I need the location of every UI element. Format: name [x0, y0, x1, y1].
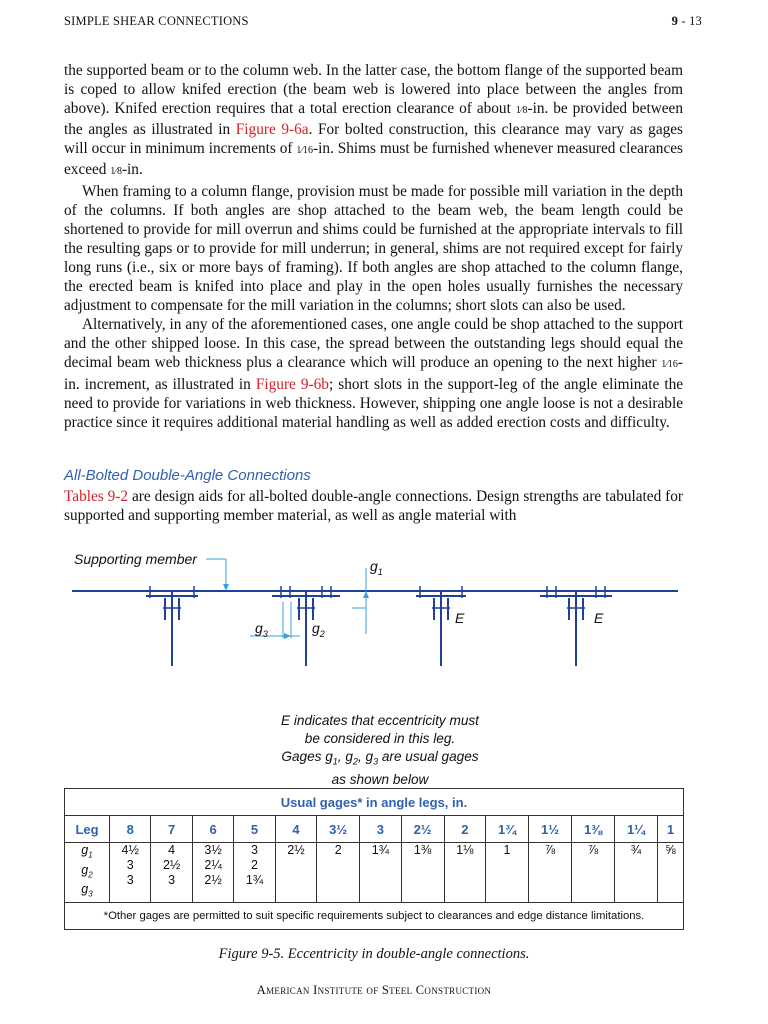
section-text-body: are design aids for all-bolted double-angle connections. Design strengths are tabulated for supported and supporting member material, as well as angle material with: [64, 488, 683, 525]
arrowhead: [284, 633, 291, 639]
gage-value: 2: [334, 843, 342, 857]
gage-value: 4½: [121, 843, 139, 857]
leg-size-header: 7: [151, 816, 192, 843]
gage-value: 2½: [204, 873, 222, 887]
gage-values-cell: [572, 843, 615, 903]
gage-value: 2: [251, 858, 258, 872]
gage-values-cell: [192, 843, 233, 903]
body-text: [64, 61, 683, 432]
usual-gages-table: [64, 788, 684, 930]
leg-size-header: 1½: [529, 816, 572, 843]
fraction: 1⁄16: [296, 145, 313, 157]
gage-value: ¾: [630, 843, 642, 857]
leg-size-header: 2: [444, 816, 485, 843]
gage-values-cell: [657, 843, 683, 903]
gage-values-cell: [614, 843, 657, 903]
gage-values-cell: [401, 843, 444, 903]
leg-size-header: 6: [192, 816, 233, 843]
gage-values-cell: [234, 843, 275, 903]
leg-size-header: 5: [234, 816, 275, 843]
gage-value: 3: [168, 873, 176, 887]
figure-9-6b-link[interactable]: Figure 9-6b: [255, 375, 329, 393]
page-footer: American Institute of Steel Construction: [256, 983, 492, 997]
running-header-title: SIMPLE SHEAR CONNECTIONS: [64, 14, 249, 28]
page-number-value: 13: [689, 14, 702, 28]
gage-value: 2¼: [204, 858, 222, 872]
gage-value: 1: [503, 843, 511, 857]
fraction: 1⁄8: [110, 166, 122, 178]
note-line-3: Gages $g_1$, $g_2$, $g_3$ are usual gages: [281, 749, 479, 767]
page-number: [640, 14, 702, 29]
gage-value: 1⅜: [413, 843, 432, 857]
leg-size-header: 1⅜: [572, 816, 615, 843]
gage-value: ⅝: [665, 843, 676, 857]
gage-values-cell: [529, 843, 572, 903]
table-values-row: [65, 843, 684, 903]
leg-size-header: 8: [110, 816, 151, 843]
gage-value: 4: [168, 843, 176, 857]
gage-values-cell: [275, 843, 316, 903]
gage-value: 3: [126, 858, 134, 872]
chapter-number: 9: [671, 14, 679, 28]
leg-size-header: 1¾: [486, 816, 529, 843]
paragraph-2: When framing to a column flange, provision must be made for possible mill variation in the depth of the columns. If both angles are shop attached to the beam web, the beam length could be shortened to provide for mill overrun and shims could be furnished at the appropriate intervals to fill the resulting gaps or to provide for mill underrun; in general, shims are not required except for fairly long runs (i.e., six or more bays of framing). If both angles are shop attached to the column flange, the erected beam is knifed into place and play in the open holes usually furnishes the necessary adjustment to compensate for the mill variation in the columns; short slots can also be used.: [64, 182, 683, 315]
g1-label: $g_1$: [370, 558, 383, 577]
leg-size-header: 4: [275, 816, 316, 843]
gage-value: 3½: [204, 843, 222, 857]
leg-size-header: 1¼: [614, 816, 657, 843]
p3-text-a: Alternatively, in any of the aforementioned cases, one angle could be shop attached to the support and the other shipped loose. In this case, the spread between the outstanding legs should equal the decimal beam web thickness plus a clearance which will produce an opening to the next higher: [64, 316, 683, 372]
p1-text-a: the supported beam or to the column web. In the latter case, the bottom flange of the supported beam is coped to allow knifed erection (the beam web is lowered into place between the angles from above). Knifed erection requires that a total erection clearance of about: [64, 62, 683, 118]
eccentricity-label-2: E: [594, 610, 604, 626]
p1-text-c: . For bolted construction, this clearance may vary as gages will occur in minimum increments of: [64, 121, 683, 158]
gage-value: 2½: [162, 858, 181, 872]
gage-values-cell: [360, 843, 401, 903]
section-heading: All-Bolted Double-Angle Connections: [64, 467, 311, 484]
paragraph-3: [64, 315, 683, 432]
section-text: [64, 487, 683, 525]
p3-text-b: -in. increment, as illustrated in: [64, 354, 683, 393]
table-footnote: *Other gages are permitted to suit specific requirements subject to clearances and edge distance limitations.: [65, 902, 684, 929]
tables-9-2-link[interactable]: Tables 9-2: [64, 488, 129, 505]
g3-label: $g_3$: [255, 620, 268, 639]
p1-text-d: -in. Shims must be furnished whenever measured clearances exceed: [64, 140, 683, 179]
paragraph-1: [64, 61, 683, 182]
table-header-row: [65, 816, 684, 843]
gage-value: 1¾: [371, 843, 390, 857]
row-labels-cell: $g_1$ $g_2$ $g_3$: [65, 843, 110, 903]
p1-text-e: -in.: [121, 161, 143, 179]
eccentricity-label-1: E: [455, 610, 465, 626]
gage-value: 2½: [287, 843, 305, 857]
gage-values-cell: [110, 843, 151, 903]
g2-label: $g_2$: [312, 620, 325, 639]
gage-value: 3: [251, 843, 258, 857]
leg-header: Leg: [65, 816, 110, 843]
note-line-1: E indicates that eccentricity must: [281, 713, 479, 728]
note-line-4: as shown below: [331, 771, 429, 787]
gage-value: 1⅛: [456, 843, 474, 857]
gage-value: ⅞: [544, 843, 556, 857]
leg-size-header: 2½: [401, 816, 444, 843]
p3-text-c: ; short slots in the support-leg of the angle eliminate the need to provide for variations in web thickness. However, shipping one angle loose is not a desirable practice since it requires additional material handling as well as added erection costs and difficulty.: [64, 375, 684, 431]
fraction: 1⁄8: [515, 105, 528, 117]
figure-9-6a-link[interactable]: Figure 9-6a: [235, 121, 309, 139]
leg-size-header: 1: [657, 816, 683, 843]
gage-value: 3: [126, 873, 134, 887]
gage-values-cell: [444, 843, 485, 903]
gage-value: 1¾: [245, 873, 264, 887]
eccentricity-note: [220, 712, 540, 789]
leg-size-header: 3½: [317, 816, 360, 843]
fraction: 1⁄16: [661, 359, 678, 371]
arrowhead: [363, 591, 369, 598]
page-separator: -: [678, 14, 690, 28]
leg-size-header: 3: [360, 816, 401, 843]
gage-value: ⅞: [587, 843, 599, 857]
p1-text-b: -in. be provided between the angles as illustrated in: [64, 100, 683, 139]
gage-values-cell: [486, 843, 529, 903]
figure-caption: Figure 9-5. Eccentricity in double-angle connections.: [218, 946, 530, 962]
gage-values-cell: [317, 843, 360, 903]
table-caption: Usual gages* in angle legs, in.: [65, 789, 684, 816]
gage-values-cell: [151, 843, 192, 903]
note-line-2: be considered in this leg.: [304, 731, 456, 746]
arrowhead: [223, 584, 229, 591]
supporting-member-label: Supporting member: [74, 551, 197, 567]
